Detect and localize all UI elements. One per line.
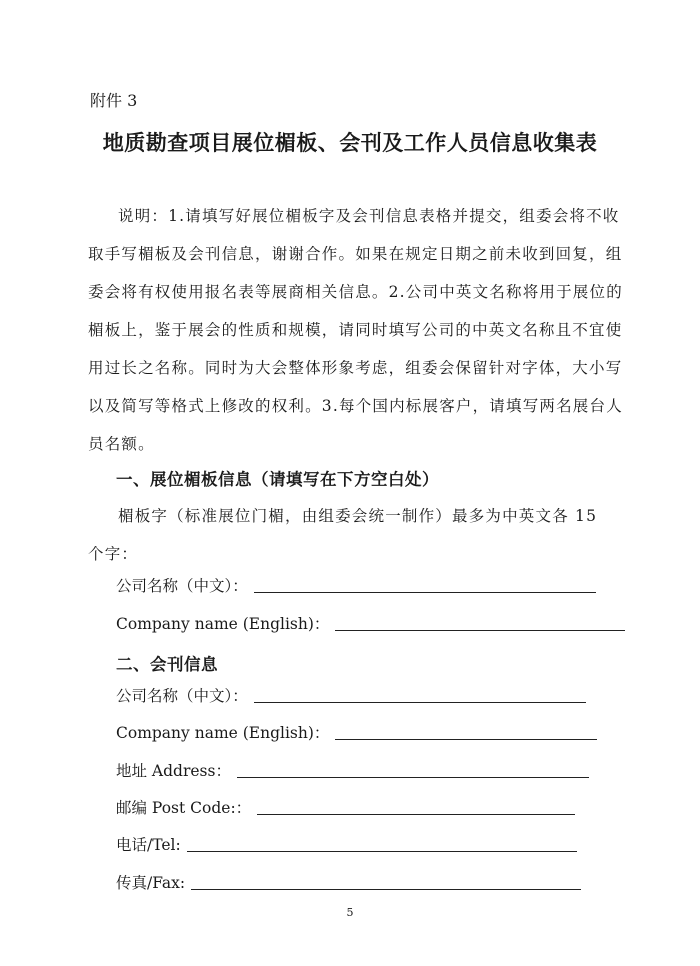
field-label: Company name (English)： [116, 724, 330, 742]
notes-line: 用过长之名称。同时为大会整体形象考虑，组委会保留针对字体，大小写 [88, 359, 623, 377]
field-company-name-en [116, 612, 625, 634]
fill-in-line[interactable] [191, 888, 581, 890]
field-company-name-cn [116, 574, 596, 596]
field-catalog-company-name-en [116, 721, 597, 743]
fill-in-line[interactable] [335, 629, 625, 631]
fill-in-line[interactable] [257, 813, 575, 815]
booth-sign-description: 楣板字（标准展位门楣，由组委会统一制作）最多为中英文各 15 [118, 507, 598, 525]
field-address [116, 759, 589, 781]
fill-in-line[interactable] [237, 776, 589, 778]
field-label: 电话/Tel: [116, 836, 181, 854]
form-title: 地质勘查项目展位楣板、会刊及工作人员信息收集表 [102, 130, 598, 155]
section-heading-booth-sign: 一、展位楣板信息（请填写在下方空白处） [116, 470, 439, 489]
field-label: 公司名称（中文）： [116, 577, 248, 595]
fill-in-line[interactable] [335, 738, 597, 740]
field-catalog-company-name-cn [116, 684, 586, 706]
booth-sign-description: 个字： [88, 545, 139, 563]
notes-line: 员名额。 [88, 435, 155, 453]
field-label: Company name (English)： [116, 615, 330, 633]
field-telephone [116, 833, 577, 855]
field-post-code [116, 796, 575, 818]
fill-in-line[interactable] [254, 701, 586, 703]
fill-in-line[interactable] [187, 850, 577, 852]
field-label: 公司名称（中文）： [116, 687, 248, 705]
fill-in-line[interactable] [254, 591, 596, 593]
field-label: 传真/Fax: [116, 874, 186, 892]
notes-line: 委会将有权使用报名表等展商相关信息。2.公司中英文名称将用于展位的 [88, 283, 623, 301]
notes-line: 以及简写等格式上修改的权利。3.每个国内标展客户，请填写两名展台人 [88, 397, 623, 415]
notes-line: 楣板上，鉴于展会的性质和规模，请同时填写公司的中英文名称且不宜使 [88, 321, 623, 339]
field-label: 地址 Address： [116, 762, 231, 780]
notes-line: 说明：1.请填写好展位楣板字及会刊信息表格并提交，组委会将不收 [118, 207, 620, 225]
attachment-label: 附件 3 [90, 91, 138, 110]
notes-line: 取手写楣板及会刊信息，谢谢合作。如果在规定日期之前未收到回复，组 [88, 245, 623, 263]
section-heading-catalog: 二、会刊信息 [116, 655, 218, 674]
field-label: 邮编 Post Code:： [116, 799, 252, 817]
page-number: 5 [346, 906, 354, 919]
field-fax [116, 871, 581, 893]
